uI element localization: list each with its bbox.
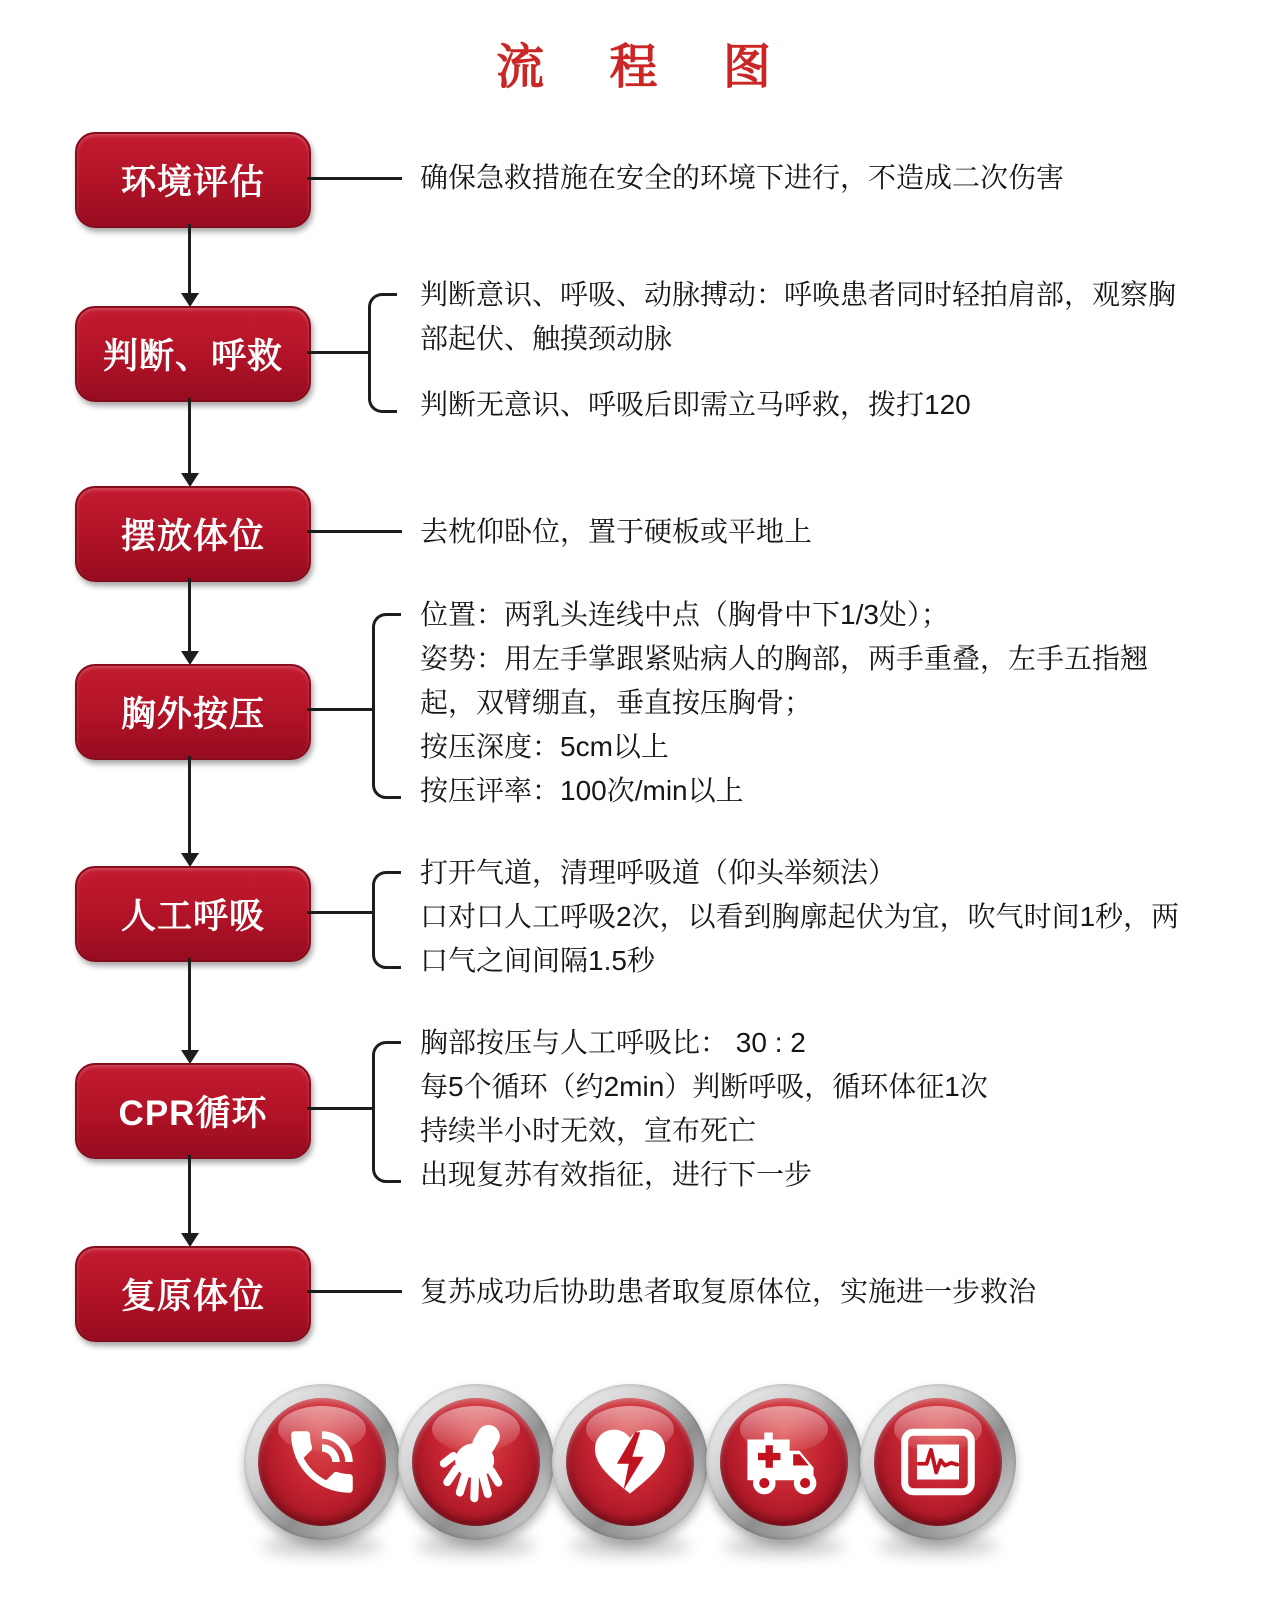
step-notes-3 <box>420 510 1195 554</box>
note-text: 按压深度：5cm以上 <box>420 731 669 762</box>
step-notes-1 <box>420 156 1195 200</box>
flow-arrowhead-6 <box>181 1233 199 1247</box>
ecg-monitor-icon-face <box>874 1398 1002 1526</box>
note-text: 判断无意识、呼吸后即需立马呼救，拨打120 <box>420 389 971 420</box>
step-box-environment-assessment <box>75 132 311 228</box>
note-text: 按压评率：100次/min以上 <box>420 775 744 806</box>
step-box-position-body <box>75 486 311 582</box>
note-text: 口对口人工呼吸2次，以看到胸廓起伏为宜，吹气时间1秒，两口气之间间隔1.5秒 <box>420 901 1180 976</box>
note-text: 判断意识、呼吸、动脉搏动：呼唤患者同时轻拍肩部，观察胸部起伏、触摸颈动脉 <box>420 279 1177 354</box>
step-notes-4 <box>420 593 1195 813</box>
bracket-5 <box>372 871 401 969</box>
cpr-hands-icon-face <box>412 1398 540 1526</box>
note-text: 持续半小时无效，宣布死亡 <box>420 1115 757 1146</box>
bracket-4 <box>372 613 401 799</box>
connector-line-5 <box>307 911 372 914</box>
page-title: 流 程 图 <box>496 41 797 94</box>
note-text: 去枕仰卧位，置于硬板或平地上 <box>420 516 813 547</box>
ambulance-icon <box>706 1384 862 1540</box>
step-box-check-call <box>75 306 311 402</box>
step-notes-7 <box>420 1270 1195 1314</box>
flow-arrowhead-3 <box>181 651 199 665</box>
step-label: 判断、呼救 <box>102 337 283 376</box>
note-text: 位置：两乳头连线中点（胸骨中下1/3处）； <box>420 599 949 630</box>
step-notes-5 <box>420 851 1195 983</box>
flow-arrow-line-2 <box>188 398 191 473</box>
cpr-hands-icon <box>398 1384 554 1540</box>
step-box-cpr-cycle <box>75 1063 311 1159</box>
connector-line-2 <box>307 351 368 354</box>
ecg-monitor-icon <box>860 1384 1016 1540</box>
step-box-chest-compression <box>75 664 311 760</box>
note-text: 每5个循环（约2min）判断呼吸，循环体征1次 <box>420 1071 988 1102</box>
note-text: 出现复苏有效指征，进行下一步 <box>420 1159 813 1190</box>
bracket-6 <box>372 1041 401 1183</box>
bracket-2 <box>368 293 397 413</box>
flow-arrowhead-1 <box>181 293 199 307</box>
flow-arrow-line-4 <box>188 756 191 853</box>
connector-line-3 <box>307 530 402 533</box>
footer-icons <box>244 1384 1014 1540</box>
ambulance-icon-face <box>720 1398 848 1526</box>
flow-arrowhead-2 <box>181 473 199 487</box>
step-label: CPR循环 <box>118 1094 268 1133</box>
connector-line-4 <box>307 708 372 711</box>
phone-icon-face <box>258 1398 386 1526</box>
connector-line-7 <box>307 1290 402 1293</box>
step-label: 人工呼吸 <box>120 897 265 936</box>
step-box-recovery-position <box>75 1246 311 1342</box>
note-text: 姿势：用左手掌跟紧贴病人的胸部，两手重叠，左手五指翘起，双臂绷直，垂直按压胸骨； <box>420 643 1149 718</box>
flow-arrow-line-1 <box>188 224 191 293</box>
step-notes-2 <box>420 273 1195 427</box>
note-text: 复苏成功后协助患者取复原体位，实施进一步救治 <box>420 1276 1037 1307</box>
flow-arrow-line-6 <box>188 1155 191 1233</box>
note-text: 确保急救措施在安全的环境下进行，不造成二次伤害 <box>420 162 1065 193</box>
step-label: 摆放体位 <box>120 517 265 556</box>
flow-arrowhead-5 <box>181 1050 199 1064</box>
step-notes-6 <box>420 1021 1195 1197</box>
aed-heart-icon-face <box>566 1398 694 1526</box>
connector-line-6 <box>307 1107 372 1110</box>
flow-arrow-line-3 <box>188 578 191 651</box>
note-text: 打开气道，清理呼吸道（仰头举颏法） <box>420 857 897 888</box>
step-box-rescue-breathing <box>75 866 311 962</box>
step-label: 复原体位 <box>120 1277 265 1316</box>
phone-icon <box>244 1384 400 1540</box>
flow-arrow-line-5 <box>188 958 191 1050</box>
aed-heart-icon <box>552 1384 708 1540</box>
note-text: 胸部按压与人工呼吸比： 30 : 2 <box>420 1027 806 1058</box>
step-label: 胸外按压 <box>120 695 265 734</box>
connector-line-1 <box>307 177 402 180</box>
step-label: 环境评估 <box>120 163 265 202</box>
flow-arrowhead-4 <box>181 853 199 867</box>
